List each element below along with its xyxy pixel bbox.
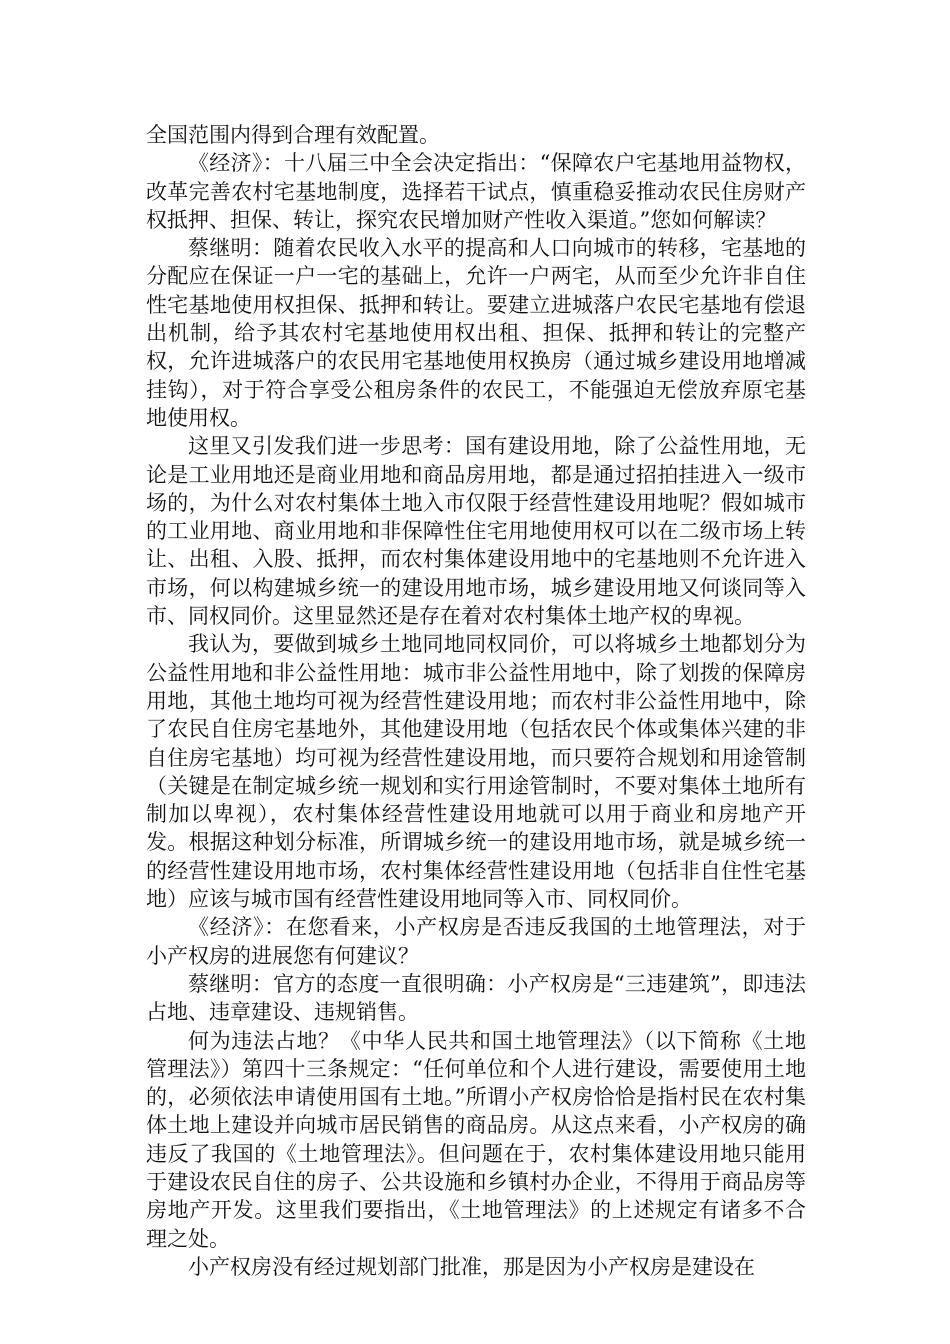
paragraph-7: 蔡继明：官方的态度一直很明确：小产权房是“三违建筑”，即违法占地、违章建设、违规销售。 <box>146 971 806 1025</box>
paragraph-1: 全国范围内得到合理有效配置。 <box>146 123 440 147</box>
paragraph-9: 小产权房没有经过规划部门批准，那是因为小产权房是建设在 <box>188 1254 755 1279</box>
paragraph-5: 我认为，要做到城乡土地同地同权同价，可以将城乡土地都划分为公益性用地和非公益性用地：城市非公益性用地中，除了划拨的保障房用地，其他土地均可视为经营性建设用地；而农村非公益性用地中，除了农民自住房宅基地外，其他建设用地（包括农民个体或集体兴建的非自住房宅基地）均可视为经营性建设用地，而只要符合规划和用途管制（关键是在制定城乡统一规划和实行用途管制时，不要对集体土地所有制加以卑视），农村集体经营性建设用地就可以用于商业和房地产开发。根据这种划分标准，所谓城乡统一的建设用地市场，就是城乡统一的经营性建设用地市场，农村集体经营性建设用地（包括非自住性宅基地）应该与城市国有经营性建设用地同等入市、同权同价。 <box>146 632 806 912</box>
paragraph-4: 这里又引发我们进一步思考：国有建设用地，除了公益性用地，无论是工业用地还是商业用地和商品房用地，都是通过招拍挂进入一级市场的，为什么对农村集体土地入市仅限于经营性建设用地呢？假如城市的工业用地、商业用地和非保障性住宅用地使用权可以在二级市场上转让、出租、入股、抵押，而农村集体建设用地中的宅基地则不允许进入市场，何以构建城乡统一的建设用地市场，城乡建设用地又何谈同等入市、同权同价。这里显然还是存在着对农村集体土地产权的卑视。 <box>146 434 806 629</box>
paragraph-2: 《经济》：十八届三中全会决定指出：“保障农户宅基地用益物权，改革完善农村宅基地制度，选择若干试点，慎重稳妥推动农民住房财产权抵押、担保、转让，探究农民增加财产性收入渠道。”您如何解读？ <box>146 151 806 232</box>
document-body <box>146 121 806 1281</box>
paragraph-8: 何为违法占地？《中华人民共和国土地管理法》（以下简称《土地管理法》）第四十三条规定：“任何单位和个人进行建设，需要使用土地的，必须依法申请使用国有土地。”所谓小产权房恰恰是指村民在农村集体土地上建设并向城市居民销售的商品房。从这点来看，小产权房的确违反了我国的《土地管理法》。但问题在于，农村集体建设用地只能用于建设农民自住的房子、公共设施和乡镇村办企业，不得用于商品房等房地产开发。这里我们要指出，《土地管理法》的上述规定有诸多不合理之处。 <box>146 1028 806 1251</box>
paragraph-6: 《经济》：在您看来，小产权房是否违反我国的土地管理法，对于小产权房的进展您有何建议？ <box>146 915 806 968</box>
paragraph-3: 蔡继明：随着农民收入水平的提高和人口向城市的转移，宅基地的分配应在保证一户一宅的基础上，允许一户两宅，从而至少允许非自住性宅基地使用权担保、抵押和转让。要建立进城落户农民宅基地有偿退出机制，给予其农村宅基地使用权出租、担保、抵押和转让的完整产权，允许进城落户的农民用宅基地使用权换房（通过城乡建设用地增减挂钩），对于符合享受公租房条件的农民工，不能强迫无偿放弃原宅基地使用权。 <box>146 236 806 430</box>
